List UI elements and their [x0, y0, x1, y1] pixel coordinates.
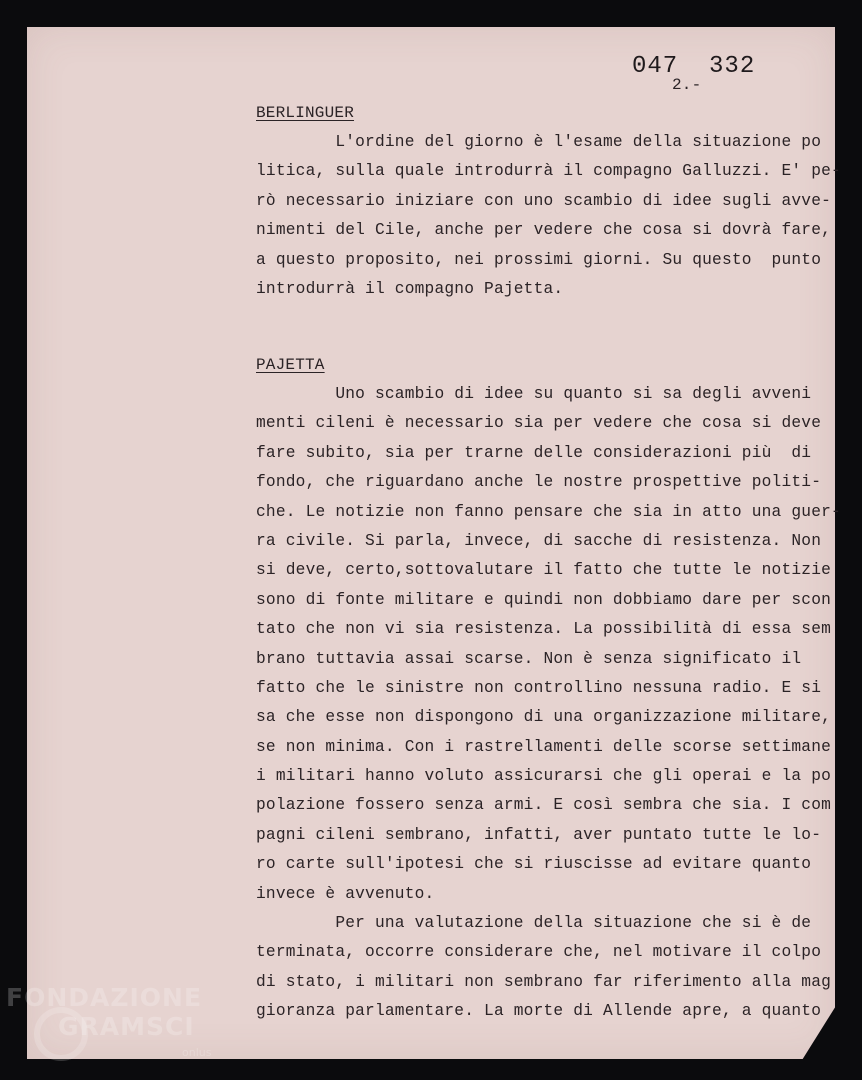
text-line: terminata, occorre considerare che, nel motivare il colpo — [256, 943, 822, 962]
speaker-pajetta: PAJETTA — [256, 356, 325, 374]
text-line: nimenti del Cile, anche per vedere che cosa si dovrà fare, — [256, 221, 832, 240]
text-line: i militari hanno voluto assicurarsi che gli operai e la po — [256, 767, 832, 786]
text-line: di stato, i militari non sembrano far riferimento alla mag — [256, 972, 832, 991]
text-line: tato che non vi sia resistenza. La possibilità di essa sem — [256, 620, 832, 639]
text-line: ro carte sull'ipotesi che si riuscisse ad evitare quanto — [256, 855, 812, 874]
text-line: menti cileni è necessario sia per vedere che cosa si deve — [256, 414, 822, 433]
text-line: ra civile. Si parla, invece, di sacche di resistenza. Non — [256, 531, 822, 550]
text-line: invece è avvenuto. — [256, 884, 435, 903]
text-line: polazione fossero senza armi. E così sembra che sia. I com — [256, 796, 832, 815]
text-line: sono di fonte militare e quindi non dobbiamo dare per scon — [256, 590, 832, 609]
g-logo-icon — [34, 1007, 88, 1061]
text-line: se non minima. Con i rastrellamenti delle scorse settimane — [256, 737, 832, 756]
text-line: si deve, certo,sottovalutare il fatto che tutte le notizie — [256, 561, 832, 580]
text-line: fatto che le sinistre non controllino nessuna radio. E si — [256, 678, 822, 697]
text-line: a questo proposito, nei prossimi giorni. Su questo punto — [256, 250, 822, 269]
text-line: Per una valutazione della situazione che si è de — [256, 914, 812, 933]
watermark-line3: onlus — [182, 1046, 212, 1059]
section-berlinguer-text — [256, 128, 841, 304]
page-number: 2.- — [672, 76, 702, 94]
watermark-line2: GRAMSCI — [58, 1012, 195, 1041]
text-line: che. Le notizie non fanno pensare che sia in atto una guer- — [256, 502, 841, 521]
watermark-line1: FONDAZIONE — [6, 983, 203, 1012]
document-number: 047 332 — [632, 53, 756, 80]
text-line: Uno scambio di idee su quanto si sa degli avveni — [256, 385, 812, 403]
text-line: sa che esse non dispongono di una organizzazione militare, — [256, 708, 832, 727]
text-line: gioranza parlamentare. La morte di Allende apre, a quanto — [256, 1002, 822, 1021]
text-line: rò necessario iniziare con uno scambio di idee sugli avve- — [256, 191, 832, 210]
section-pajetta-text — [256, 380, 841, 1027]
text-line: introdurrà il compagno Pajetta. — [256, 279, 564, 298]
text-line: pagni cileni sembrano, infatti, aver puntato tutte le lo- — [256, 825, 822, 844]
text-line: brano tuttavia assai scarse. Non è senza significato il — [256, 649, 802, 668]
speaker-berlinguer: BERLINGUER — [256, 104, 355, 122]
text-line: litica, sulla quale introdurrà il compagno Galluzzi. E' pe- — [256, 162, 841, 181]
text-line: L'ordine del giorno è l'esame della situazione po — [256, 133, 822, 151]
text-line: fare subito, sia per trarne delle considerazioni più di — [256, 443, 812, 462]
text-line: fondo, che riguardano anche le nostre prospettive politi- — [256, 473, 822, 492]
fondazione-gramsci-watermark — [6, 983, 212, 1059]
